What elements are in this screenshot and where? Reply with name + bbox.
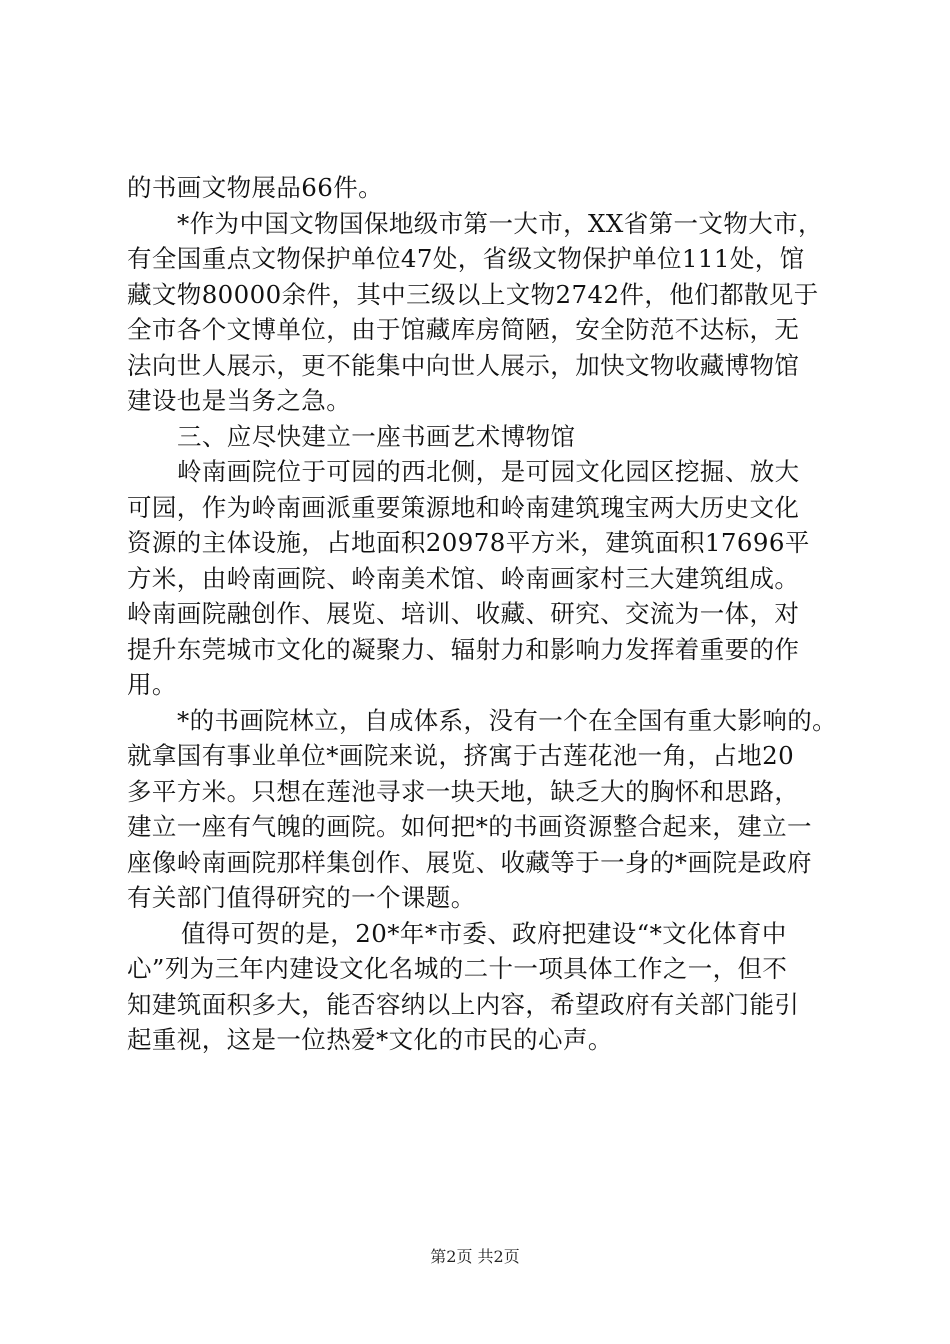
text-line: 座像岭南画院那样集创作、展览、收藏等于一身的*画院是政府 <box>127 847 812 877</box>
text-line: 起重视，这是一位热爱*文化的市民的心声。 <box>127 1025 613 1054</box>
text-line: 法向世人展示，更不能集中向世人展示，加快文物收藏博物馆 <box>127 350 800 380</box>
text-line: 方米，由岭南画院、岭南美术馆、岭南画家村三大建筑组成。 <box>127 563 800 593</box>
text-line: 多平方米。只想在莲池寻求一块天地，缺乏大的胸怀和思路， <box>127 776 800 806</box>
text-line: 心”列为三年内建设文化名城的二十一项具体工作之一，但不 <box>127 954 788 983</box>
paragraph-start-line: 岭南画院位于可园的西北侧，是可园文化园区挖掘、放大 <box>177 457 800 486</box>
text-line: 建立一座有气魄的画院。如何把*的书画资源整合起来，建立一 <box>127 812 812 841</box>
text-line: 有关部门值得研究的一个课题。 <box>127 883 476 912</box>
paragraph-start-line: *作为中国文物国保地级市第一大市，XX省第一文物大市， <box>177 208 823 238</box>
text-line: 建设也是当务之急。 <box>127 386 352 415</box>
text-line: 有全国重点文物保护单位47处，省级文物保护单位111处，馆 <box>127 244 805 273</box>
text-line: 就拿国有事业单位*画院来说，挤寓于古莲花池一角，占地20 <box>127 741 795 770</box>
text-line: 的书画文物展品66件。 <box>127 173 384 202</box>
text-line: 用。 <box>127 670 177 699</box>
text-line: 资源的主体设施，占地面积20978平方米，建筑面积17696平 <box>127 528 810 557</box>
section-heading: 三、应尽快建立一座书画艺术博物馆 <box>177 421 576 451</box>
paragraph-start-line: 值得可贺的是，20*年*市委、政府把建设“*文化体育中 <box>181 918 787 948</box>
text-line: 知建筑面积多大，能否容纳以上内容，希望政府有关部门能引 <box>127 989 800 1019</box>
paragraph-start-line: *的书画院林立，自成体系，没有一个在全国有重大影响的。 <box>177 705 838 735</box>
text-line: 全市各个文博单位，由于馆藏库房简陋，安全防范不达标，无 <box>127 315 800 344</box>
text-line: 藏文物80000余件，其中三级以上文物2742件，他们都散见于 <box>127 279 819 309</box>
text-line: 岭南画院融创作、展览、培训、收藏、研究、交流为一体，对 <box>127 599 800 628</box>
document-body <box>127 170 838 1058</box>
text-line: 可园，作为岭南画派重要策源地和岭南建筑瑰宝两大历史文化 <box>127 492 800 522</box>
text-line: 提升东莞城市文化的凝聚力、辐射力和影响力发挥着重要的作 <box>127 634 800 664</box>
page-number-footer: 第2页 共2页 <box>430 1247 520 1266</box>
